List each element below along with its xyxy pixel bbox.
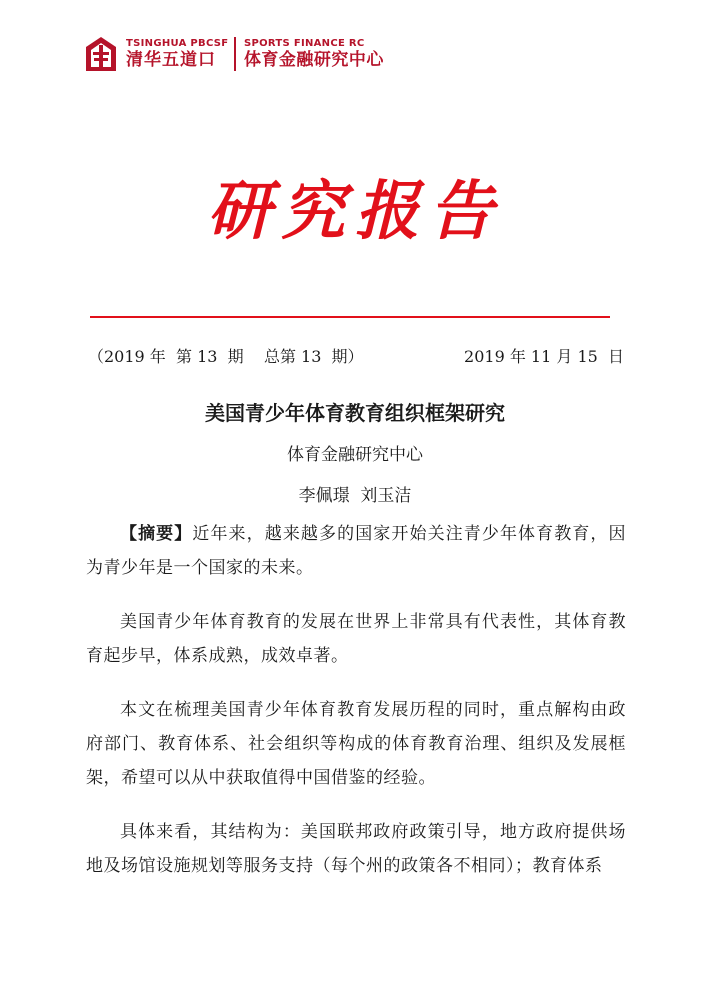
organization: 体育金融研究中心 bbox=[287, 445, 423, 465]
tsinghua-logo-icon bbox=[84, 35, 118, 73]
brand-right bbox=[244, 39, 384, 69]
paragraph: 具体来看，其结构为：美国联邦政府政策引导，地方政府提供场地及场馆设施规划等服务支持（每个州的政策各不相同）；教育体系 bbox=[86, 822, 626, 876]
brand-left bbox=[126, 39, 228, 69]
brand-divider bbox=[234, 37, 236, 71]
paragraph-text: 近年来，越来越多的国家开始关注青少年体育教育，因为青少年是一个国家的未来。 bbox=[86, 524, 627, 578]
issue-number: （2019 年 第 13 期 总第 13 期） bbox=[88, 347, 364, 366]
abstract-label: 【摘要】 bbox=[120, 524, 193, 544]
issue-date: 2019 年 11 月 15 日 bbox=[464, 347, 624, 366]
brand-cn-left: 清华五道口 bbox=[126, 50, 216, 70]
brand-cn-right: 体育金融研究中心 bbox=[243, 50, 384, 70]
issue-line bbox=[88, 344, 624, 367]
paragraph-abstract bbox=[86, 517, 626, 585]
authors: 李佩璟 刘玉洁 bbox=[298, 486, 412, 506]
brand-en-left: TSINGHUA PBCSF bbox=[126, 38, 229, 49]
report-title: 研究报告 bbox=[207, 174, 503, 249]
paragraph: 本文在梳理美国青少年体育教育发展历程的同时，重点解构由政府部门、教育体系、社会组织等构成的体育教育治理、组织及发展框架，希望可以从中获取值得中国借鉴的经验。 bbox=[86, 700, 626, 788]
header-brand bbox=[84, 32, 384, 76]
body-text bbox=[86, 517, 626, 903]
title-divider bbox=[90, 316, 610, 318]
paragraph: 美国青少年体育教育的发展在世界上非常具有代表性，其体育教育起步早，体系成熟，成效卓著。 bbox=[86, 612, 626, 666]
brand-en-right: SPORTS FINANCE RC bbox=[243, 38, 365, 49]
document-title: 美国青少年体育教育组织框架研究 bbox=[205, 401, 505, 425]
